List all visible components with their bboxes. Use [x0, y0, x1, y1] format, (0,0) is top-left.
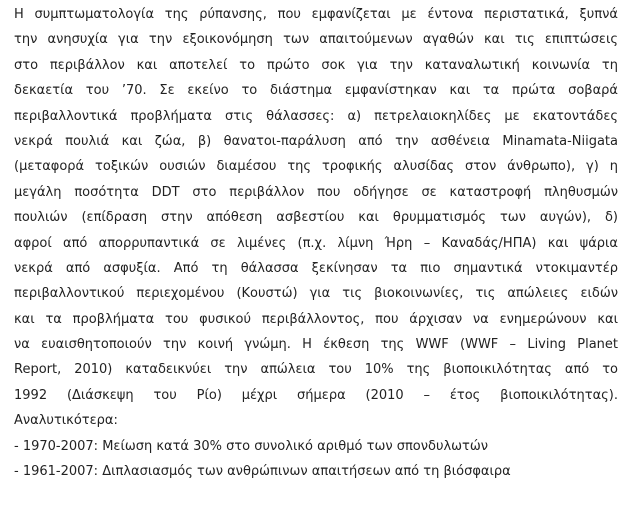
paragraph-line: πουλιών (επίδραση στην απόθεση ασβεστίου και θρυμματισμός των αυγών), δ)	[14, 210, 618, 226]
paragraph-line: περιβαλλοντικού περιεχομένου (Κουστώ) για τις βιοκοινωνίες, τις απώλειες ειδών	[14, 286, 618, 302]
document-body	[14, 2, 618, 484]
paragraph-line: νεκρά πουλιά και ζώα, β) θανατοι-παράλυση από την ασθένεια Minamata-Niigata	[14, 133, 618, 149]
paragraph-line: μεγάλη ποσότητα DDT στο περιβάλλον που οδήγησε σε καταστροφή πληθυσμών	[14, 184, 618, 200]
list-item: - 1970-2007: Μείωση κατά 30% στο συνολικό αριθμό των σπονδυλωτών	[14, 438, 489, 454]
paragraph-line: Αναλυτικότερα:	[14, 413, 118, 429]
list-item: - 1961-2007: Διπλασιασμός των ανθρώπινων απαιτήσεων από τη βιόσφαιρα	[14, 464, 511, 480]
detail-list	[14, 434, 618, 485]
main-paragraph	[14, 2, 618, 434]
paragraph-line: Η συμπτωματολογία της ρύπανσης, που εμφανίζεται με έντονα περιστατικά, ξυπνά	[14, 7, 618, 22]
paragraph-line: αφροί από απορρυπαντικά σε λιμένες (π.χ. λίμνη Ήρη – Καναδάς/ΗΠΑ) και ψάρια	[14, 235, 618, 251]
paragraph-line: να ευαισθητοποιούν την κοινή γνώμη. Η έκθεση της WWF (WWF – Living Planet	[14, 337, 618, 353]
paragraph-line: Report, 2010) καταδεικνύει την απώλεια του 10% της βιοποικιλότητας από το	[14, 362, 618, 378]
paragraph-line: περιβαλλοντικά προβλήματα στις θάλασσες: α) πετρελαιοκηλίδες με εκατοντάδες	[14, 108, 618, 124]
paragraph-line: νεκρά από ασφυξία. Από τη θάλασσα ξεκίνησαν τα πιο σημαντικά ντοκιμαντέρ	[14, 260, 618, 276]
paragraph-line: δεκαετία του ’70. Σε εκείνο το διάστημα εμφανίστηκαν και τα πρώτα σοβαρά	[14, 83, 618, 99]
paragraph-line: 1992 (Διάσκεψη του Ρίο) μέχρι σήμερα (2010 – έτος βιοποικιλότητας).	[14, 387, 618, 403]
paragraph-line: την ανησυχία για την εξοικονόμηση των απαιτούμενων αγαθών και τις επιπτώσεις	[14, 32, 618, 48]
paragraph-line: (μεταφορά τοξικών ουσιών διαμέσου της τροφικής αλυσίδας στον άνθρωπο), γ) η	[14, 159, 618, 175]
paragraph-line: και τα προβλήματα του φυσικού περιβάλλοντος, που άρχισαν να ενημερώνουν και	[14, 311, 618, 327]
paragraph-line: στο περιβάλλον και αποτελεί το πρώτο σοκ για την καταναλωτική κοινωνία τη	[14, 57, 618, 73]
